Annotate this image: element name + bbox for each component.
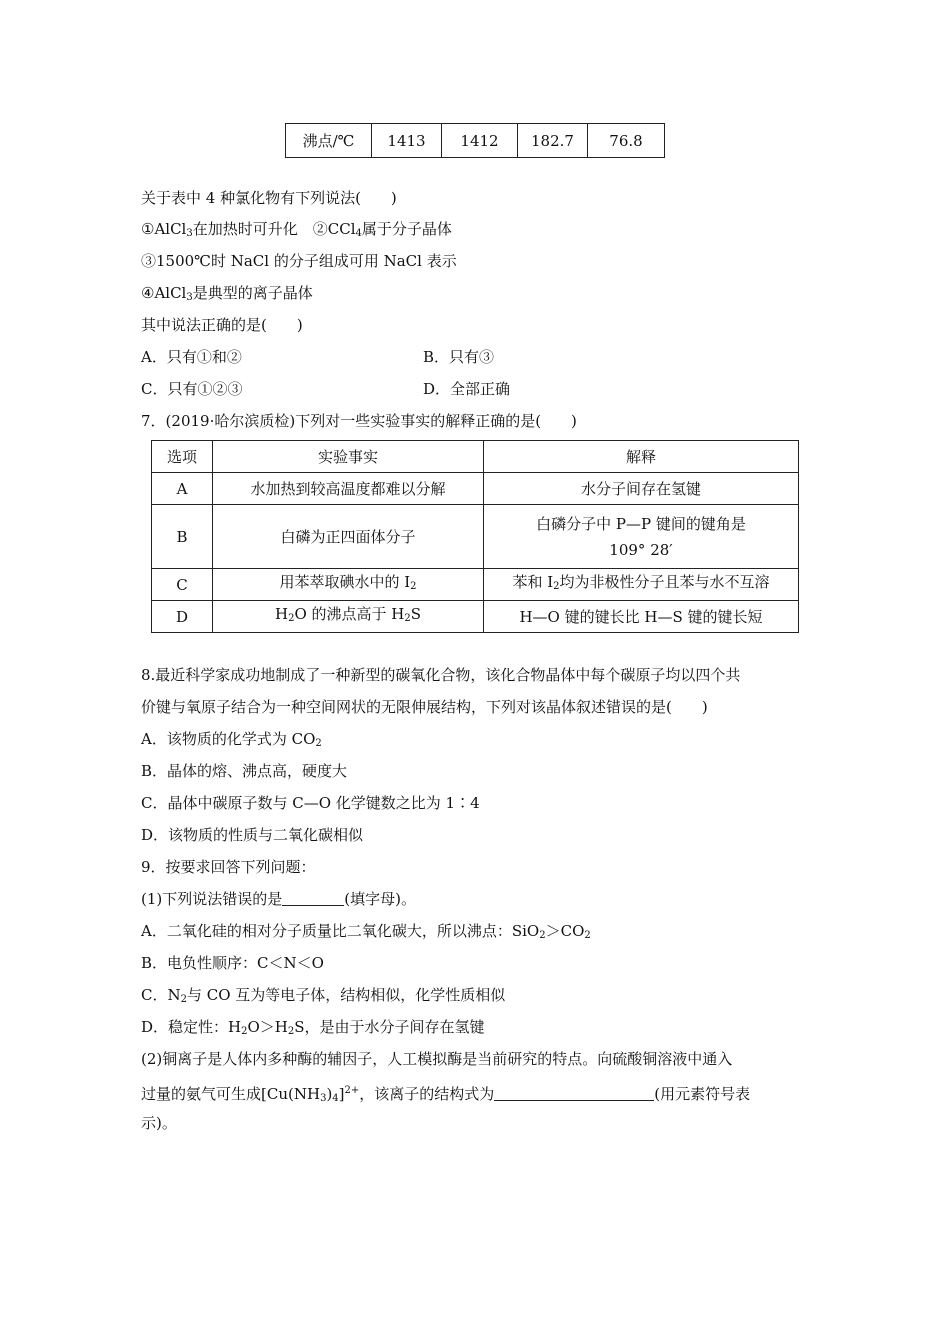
table-header-cell: 选项 (152, 441, 213, 473)
table-cell: 白磷为正四面体分子 (213, 505, 484, 569)
boiling-point-table (285, 123, 665, 158)
q8-option-d: D．该物质的性质与二氧化碳相似 (141, 826, 364, 844)
table-cell: D (152, 601, 213, 633)
q9-part-2-line-1: (2)铜离子是人体内多种酶的辅因子，人工模拟酶是当前研究的特点。向硫酸铜溶液中通入 (141, 1050, 733, 1068)
table-cell: 1412 (442, 124, 518, 158)
table-cell: A (152, 473, 213, 505)
q9-stem: 9．按要求回答下列问题： (141, 858, 316, 876)
table-cell (484, 505, 799, 569)
q6-option-c: C．只有①②③ (141, 380, 243, 398)
table-row (152, 601, 799, 633)
q9-option-a: A．二氧化硅的相对分子质量比二氧化碳大，所以沸点：$SiO_2>CO_2$ (141, 922, 591, 941)
table-cell: 182.7 (518, 124, 588, 158)
q6-option-d: D．全部正确 (423, 380, 511, 398)
q6-option-b: B．只有③ (423, 348, 495, 366)
q6-statement-3: ③1500℃时 NaCl 的分子组成可用 NaCl 表示 (141, 252, 457, 270)
q8-option-a: A．该物质的化学式为 $CO_2$ (141, 730, 322, 749)
q8-option-c: C．晶体中碳原子数与 C—O 化学键数之比为 1∶4 (141, 794, 480, 812)
table-row (152, 505, 799, 569)
table-header-cell: 解释 (484, 441, 799, 473)
q6-option-a: A．只有①和② (141, 348, 242, 366)
q6-ask: 其中说法正确的是( ) (141, 316, 303, 334)
table-cell: B (152, 505, 213, 569)
answer-blank[interactable] (494, 1086, 654, 1101)
table-cell: 1413 (372, 124, 442, 158)
q7-stem: 7．(2019·哈尔滨质检)下列对一些实验事实的解释正确的是( ) (141, 412, 577, 430)
table-row (152, 473, 799, 505)
table-row (286, 124, 665, 158)
q8-line-1: 8.最近科学家成功地制成了一种新型的碳氧化合物，该化合物晶体中每个碳原子均以四个共 (141, 666, 741, 684)
table-cell: 沸点/℃ (286, 124, 372, 158)
q9-part-2-line-2: 过量的氨气可生成$[Cu(NH_3)_4]^{2+}$，该离子的结构式为 (用元素符号表 (141, 1085, 751, 1104)
table-cell: 水分子间存在氢键 (484, 473, 799, 505)
q9-option-b: B．电负性顺序：C＜N＜O (141, 954, 324, 972)
q9-option-d: D．稳定性：$H_2O>H_2S$，是由于水分子间存在氢键 (141, 1018, 485, 1037)
q8-option-b: B．晶体的熔、沸点高，硬度大 (141, 762, 348, 780)
table-cell: $H_2O$ 的沸点高于 $H_2S$ (213, 601, 484, 633)
q6-statement-4: ④AlCl$_3$是典型的离子晶体 (141, 284, 313, 303)
table-cell: 用苯萃取碘水中的 $I_2$ (213, 569, 484, 601)
q6-stem: 关于表中 4 种氯化物有下列说法( ) (141, 189, 397, 207)
table-cell: 76.8 (588, 124, 665, 158)
q9-option-c: C．$N_2$与 CO 互为等电子体，结构相似，化学性质相似 (141, 986, 506, 1005)
q6-statement-1-2: ①AlCl$_3$在加热时可升化 ②CCl$_4$属于分子晶体 (141, 220, 452, 239)
table-cell: 苯和 $I_2$均为非极性分子且苯与水不互溶 (484, 569, 799, 601)
table-cell: C (152, 569, 213, 601)
q8-line-2: 价键与氧原子结合为一种空间网状的无限伸展结构，下列对该晶体叙述错误的是( ) (141, 698, 708, 716)
q9-part-1: (1)下列说法错误的是 (填字母)。 (141, 890, 416, 908)
table-header-cell: 实验事实 (213, 441, 484, 473)
q9-part-2-line-3: 示)。 (141, 1114, 177, 1132)
q7-table (151, 440, 799, 633)
table-cell-line: 109° 28′ (609, 540, 673, 559)
answer-blank[interactable] (282, 891, 344, 906)
table-cell: H—O 键的键长比 H—S 键的键长短 (484, 601, 799, 633)
table-header-row (152, 441, 799, 473)
table-cell: 水加热到较高温度都难以分解 (213, 473, 484, 505)
table-cell-line: 白磷分子中 P—P 键间的键角是 (536, 514, 746, 533)
table-row (152, 569, 799, 601)
